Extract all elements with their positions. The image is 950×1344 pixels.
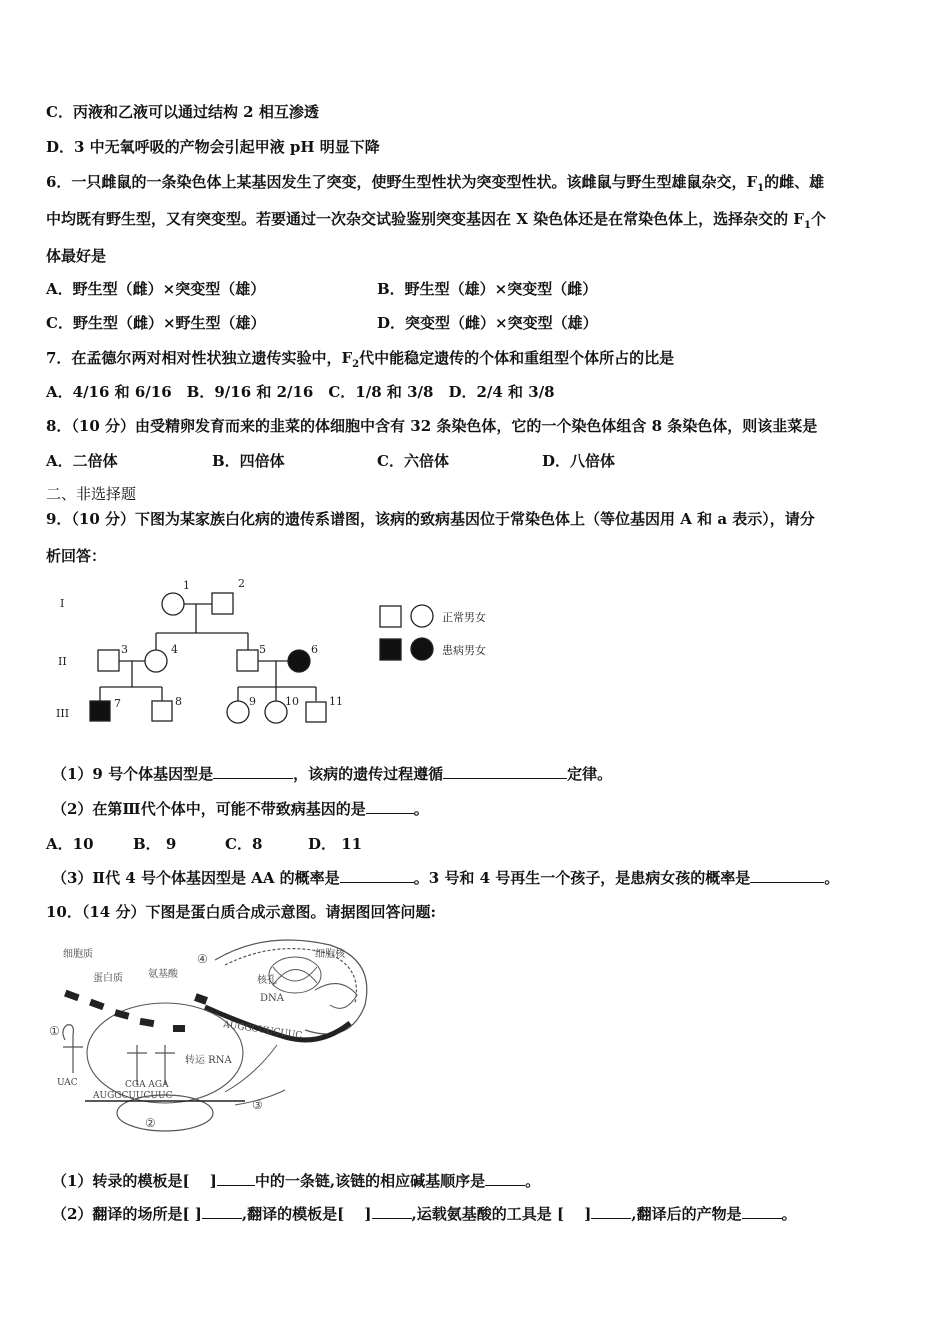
legend-sick-label: 患病男女	[442, 644, 486, 657]
answer-blank[interactable]	[750, 868, 824, 883]
label-11: 11	[329, 695, 343, 708]
q6-option-b: B．野生型（雄）×突变型（雌）	[377, 280, 598, 298]
section-heading: 二、非选择题	[46, 485, 137, 503]
label-9: 9	[249, 695, 256, 708]
individual-1-female	[162, 593, 184, 615]
label-trna: 转运 RNA	[185, 1055, 232, 1066]
q9-option-d: D． 11	[308, 835, 363, 853]
trna-1	[63, 1025, 83, 1073]
label-2: 2	[238, 577, 245, 590]
label-3: 3	[121, 643, 128, 656]
q10-stem: 10．（14 分）下图是蛋白质合成示意图。请据图回答问题:	[46, 903, 437, 921]
label-2: ②	[145, 1116, 156, 1130]
pedigree-chart	[40, 575, 520, 735]
label-6: 6	[311, 643, 318, 656]
protein-chain-segment	[89, 999, 105, 1010]
legend-affected-female	[411, 638, 433, 660]
q9-part3: （3）Ⅱ代 4 号个体基因型是 AA 的概率是 。3 号和 4 号再生一个孩子，是患病女孩的概率是 。	[52, 869, 840, 887]
protein-chain-segment	[139, 1018, 154, 1027]
amino-acid-icon	[173, 1025, 185, 1032]
q9-stem-line1: 9．（10 分）下图为某家族白化病的遗传系谱图，该病的致病基因位于常染色体上（等位基因用 A 和 a 表示），请分	[46, 510, 815, 528]
q6-stem-line3: 体最好是	[46, 247, 107, 265]
answer-blank[interactable]	[217, 1171, 255, 1186]
codon-seq-bottom: AUGGCUUCUUC	[93, 1091, 173, 1101]
q10-part2: （2）翻译的场所是[ ] ,翻译的模板是[ ] ,运载氨基酸的工具是 [ ] ,翻译后的产物是 。	[52, 1205, 797, 1223]
answer-blank[interactable]	[372, 1204, 412, 1219]
answer-blank[interactable]	[366, 799, 414, 814]
q9-option-b: B． 9	[133, 835, 177, 853]
q6-option-a: A．野生型（雌）×突变型（雄）	[46, 280, 266, 298]
protein-synthesis-diagram	[45, 935, 375, 1150]
legend-normal-label: 正常男女	[442, 611, 486, 624]
label-8: 8	[175, 695, 182, 708]
q6-option-c: C．野生型（雌）×野生型（雄）	[46, 314, 266, 332]
label-4: ④	[197, 952, 208, 966]
label-nucleus: 细胞核	[315, 949, 345, 960]
codon-seq-top: AUGGCUUCUUC	[222, 1020, 303, 1042]
answer-blank[interactable]	[202, 1204, 242, 1219]
answer-blank[interactable]	[742, 1204, 782, 1219]
trna-2	[127, 1045, 147, 1085]
label-amino-acid: 氨基酸	[148, 969, 178, 980]
protein-chain-segment	[64, 990, 80, 1001]
anticodon-2: CGA AGA	[125, 1080, 169, 1090]
individual-11-male	[306, 702, 326, 722]
trna-3	[155, 1045, 175, 1085]
label-dna: DNA	[260, 993, 284, 1004]
q7-stem: 7．在孟德尔两对相对性状独立遗传实验中，$F_2$代中能稳定遗传的个体和重组型个体所占的比是	[46, 349, 675, 370]
individual-10-female	[265, 701, 287, 723]
individual-2-male	[212, 593, 233, 614]
label-1: 1	[183, 579, 190, 592]
generation-label-2: II	[58, 655, 67, 668]
q6-stem-line2: 中均既有野生型，又有突变型。若要通过一次杂交试验鉴别突变基因在 X 染色体还是在常染色体上，选择杂交的 $F_1$个	[46, 210, 826, 231]
answer-blank[interactable]	[213, 764, 293, 779]
individual-6-affected-female	[288, 650, 310, 672]
legend-normal-female	[411, 605, 433, 627]
q10-part1: （1）转录的模板是[ ] 中的一条链,该链的相应碱基顺序是 。	[52, 1172, 541, 1190]
individual-5-male	[237, 650, 258, 671]
q8-option-a: A．二倍体	[46, 452, 118, 470]
individual-7-affected-male	[90, 701, 110, 721]
q8-option-d: D．八倍体	[542, 452, 616, 470]
label-cytoplasm: 细胞质	[63, 949, 93, 960]
legend-normal-male	[380, 606, 401, 627]
label-nuclear-pore: 核孔	[257, 975, 277, 986]
q5-option-d: D．3 中无氧呼吸的产物会引起甲液 pH 明显下降	[46, 138, 380, 156]
answer-blank[interactable]	[340, 868, 414, 883]
legend-affected-male	[380, 639, 401, 660]
individual-8-male	[152, 701, 172, 721]
answer-blank[interactable]	[591, 1204, 631, 1219]
label-4: 4	[171, 643, 178, 656]
label-10: 10	[285, 695, 299, 708]
label-7: 7	[114, 697, 121, 710]
q9-part2: （2）在第Ⅲ代个体中，可能不带致病基因的是 。	[52, 800, 429, 818]
anticodon-1: UAC	[57, 1078, 78, 1088]
q9-option-c: C．8	[225, 835, 263, 853]
label-3: ③	[252, 1098, 263, 1112]
label-1: ①	[49, 1024, 60, 1038]
individual-3-male	[98, 650, 119, 671]
q8-option-c: C．六倍体	[377, 452, 449, 470]
q8-option-b: B．四倍体	[212, 452, 285, 470]
individual-4-female	[145, 650, 167, 672]
generation-label-1: I	[60, 597, 65, 610]
answer-blank[interactable]	[443, 764, 567, 779]
individual-9-female	[227, 701, 249, 723]
q6-stem-line1: 6．一只雌鼠的一条染色体上某基因发生了突变，使野生型性状为突变型性状。该雌鼠与野生型雄鼠杂交，$F_1$的雌、雄	[46, 173, 825, 194]
label-5: 5	[259, 643, 266, 656]
amino-acid-icon	[194, 993, 208, 1005]
generation-label-3: III	[56, 707, 70, 720]
q7-options: A．4/16 和 6/16 B．9/16 和 2/16 C．1/8 和 3/8 D．2/4 和 3/8	[46, 383, 555, 401]
q5-option-c: C．丙液和乙液可以通过结构 2 相互渗透	[46, 103, 319, 121]
q9-option-a: A．10	[46, 835, 94, 853]
q8-stem: 8．（10 分）由受精卵发育而来的韭菜的体细胞中含有 32 条染色体，它的一个染色体组含 8 条染色体，则该韭菜是	[46, 417, 818, 435]
q6-option-d: D．突变型（雌）×突变型（雄）	[377, 314, 598, 332]
q9-part1: （1）9 号个体基因型是 ，该病的遗传过程遵循 定律。	[52, 765, 613, 783]
label-protein: 蛋白质	[93, 973, 123, 984]
answer-blank[interactable]	[485, 1171, 525, 1186]
q9-stem-line2: 析回答：	[46, 547, 107, 565]
